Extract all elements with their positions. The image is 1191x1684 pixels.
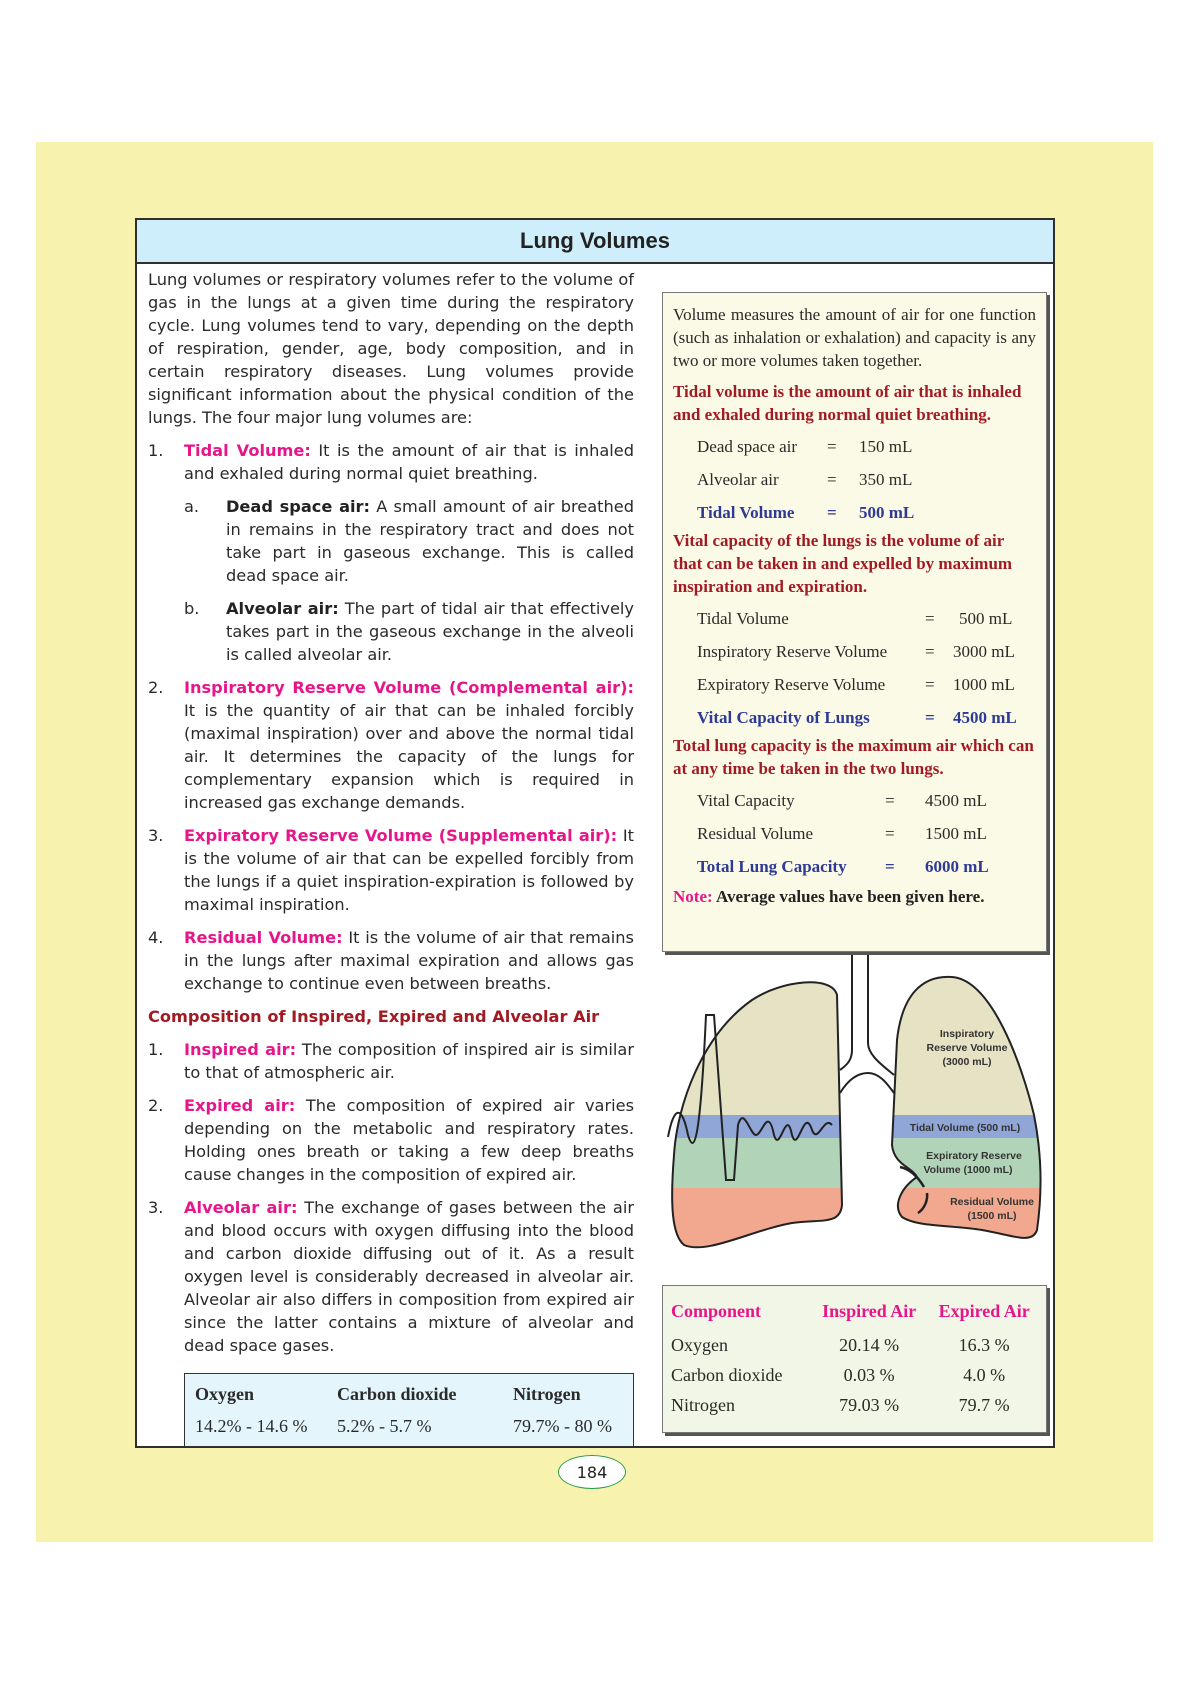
table-row: Carbon dioxide 0.03 % 4.0 % [671,1364,1006,1385]
equation-row: Alveolar air = 350 mL [697,470,913,489]
lungs-illustration-icon [662,955,1057,1270]
equation-row: Residual Volume = 1500 mL [697,824,987,843]
list-item-residual-volume: 4. Residual Volume: It is the volume of air that remains in the lungs after maximal expiration and allows gas exchange to continue even between breaths. [148,928,634,993]
svg-text:(1500 mL): (1500 mL) [967,1210,1017,1222]
svg-text:Reserve Volume: Reserve Volume [926,1042,1008,1054]
alveolar-air-composition-table [184,1373,634,1447]
volume-capacity-info-box [662,292,1047,952]
equation-row-total: Tidal Volume = 500 mL [697,503,915,522]
page-title: Lung Volumes [137,220,1053,264]
equation-row: Tidal Volume = 500 mL [697,609,1013,628]
list-item-tidal-volume: 1. Tidal Volume: It is the amount of air that is inhaled and exhaled during normal quiet breathing. [148,441,634,483]
lung-volumes-diagram [662,955,1057,1270]
table-header-row: Oxygen Carbon dioxide Nitrogen [195,1383,581,1404]
svg-text:Inspiratory: Inspiratory [939,1028,995,1040]
intro-paragraph: Lung volumes or respiratory volumes refer to the volume of gas in the lungs at a given time during the respiratory cycle. Lung volumes tend to vary, depending on the depth of respiration, gender, age, body composition, and in certain respiratory diseases. Lung volumes provide significant information about the physical condition of the lungs. The four major lung volumes are: [148,270,634,427]
sub-item-dead-space-air: a. Dead space air: A small amount of air breathed in remains in the respiratory tract and does not take part in gaseous exchange. This is called dead space air. [184,497,634,585]
list-item-irv: 2. Inspiratory Reserve Volume (Complemental air): It is the quantity of air that can be inhaled forcibly (maximal inspiration) over and above the normal tidal air. It determines the capacity of the lungs for complementary expansion which is required in increased gas exchange demands. [148,678,634,812]
equation-row: Dead space air = 150 mL [697,437,913,456]
equation-row: Expiratory Reserve Volume = 1000 mL [697,675,1015,694]
list-item-inspired-air: 1. Inspired air: The composition of inspired air is similar to that of atmospheric air. [148,1040,634,1082]
inspired-expired-comparison-table [662,1285,1047,1433]
sub-item-alveolar-air: b. Alveolar air: The part of tidal air that effectively takes part in the gaseous exchange in the alveoli is called alveolar air. [184,599,635,664]
svg-text:Tidal Volume (500 mL): Tidal Volume (500 mL) [909,1122,1021,1134]
list-item-expired-air: 2. Expired air: The composition of expired air varies depending on the metabolic and respiratory rates. Holding ones breath or taking a few deep breaths cause changes in the composition of expired air. [148,1096,635,1184]
info-intro: Volume measures the amount of air for one function (such as inhalation or exhalation) and capacity is any two or more volumes taken together. [673,305,1036,370]
page-number: 184 [558,1455,626,1489]
svg-text:(3000 mL): (3000 mL) [942,1056,992,1068]
total-lung-capacity-definition: Total lung capacity is the maximum air which can at any time be taken in the two lungs. [673,736,1034,778]
equation-row: Inspiratory Reserve Volume = 3000 mL [697,642,1015,661]
left-column [148,268,634,1447]
equation-row-total: Total Lung Capacity = 6000 mL [697,857,989,876]
table-row: Oxygen 20.14 % 16.3 % [671,1334,1010,1355]
equation-row: Vital Capacity = 4500 mL [697,791,987,810]
svg-text:Volume (1000 mL): Volume (1000 mL) [923,1164,1013,1176]
tidal-volume-definition: Tidal volume is the amount of air that is inhaled and exhaled during normal quiet breathing. [673,382,1022,424]
list-item-alveolar-air: 3. Alveolar air: The exchange of gases between the air and blood occurs with oxygen diffusing into the blood and carbon dioxide diffusing out of it. As a result oxygen level is considerably decreased in alveolar air. Alveolar air also differs in composition from expired air since the latter contains a mixture of alveolar and dead space gases. [148,1198,634,1355]
vital-capacity-definition: Vital capacity of the lungs is the volume of air that can be taken in and expelled by maximum inspiration and expiration. [673,531,1013,596]
table-row: Nitrogen 79.03 % 79.7 % [671,1394,1010,1415]
note: Note: Average values have been given here. [673,887,985,906]
list-item-erv: 3. Expiratory Reserve Volume (Supplemental air): It is the volume of air that can be expelled forcibly from the lungs if a quiet inspiration-expiration is followed by maximal inspiration. [148,826,634,914]
equation-row-total: Vital Capacity of Lungs = 4500 mL [697,708,1017,727]
lung-volumes-panel [135,218,1055,1448]
table-header-row: Component Inspired Air Expired Air [671,1300,1030,1321]
composition-heading: Composition of Inspired, Expired and Alveolar Air [148,1007,600,1026]
table-row: 14.2% - 14.6 % 5.2% - 5.7 % 79.7% - 80 % [195,1415,612,1436]
svg-text:Expiratory Reserve: Expiratory Reserve [926,1150,1022,1162]
svg-text:Residual Volume: Residual Volume [950,1196,1034,1208]
